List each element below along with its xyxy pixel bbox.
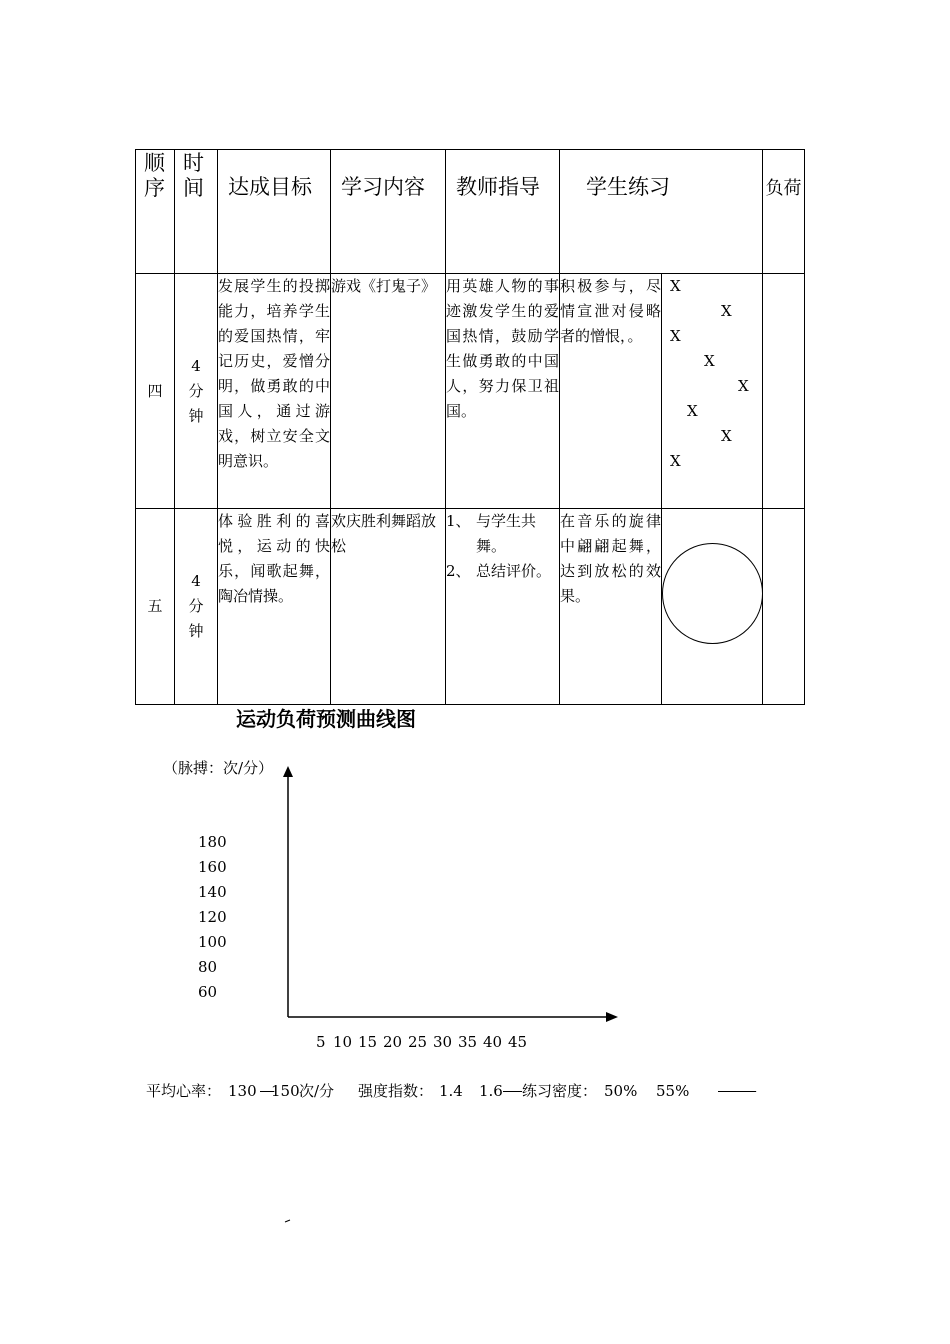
heart-rate-high: 150 — [271, 1082, 300, 1100]
density-label: 练习密度： — [522, 1082, 598, 1100]
formation-mark: X — [670, 327, 681, 345]
header-order: 顺序 — [136, 150, 175, 274]
density-high: 55% — [656, 1082, 690, 1100]
row-order: 四 — [136, 274, 175, 509]
header-student: 学生练习 — [560, 150, 763, 274]
formation-mark: X — [704, 352, 715, 370]
heart-rate-unit: 次/分 — [299, 1082, 335, 1100]
row-goal: 发展学生的投掷能力，培养学生的爱国热情，牢记历史，爱憎分明，做勇敢的中国人，通过游戏，树立安全文明意识。 — [218, 274, 331, 509]
header-content: 学习内容 — [331, 150, 446, 274]
y-axis-arrow — [283, 766, 293, 777]
list-number: 2、 — [446, 562, 471, 580]
x-tick-label: 35 — [458, 1033, 478, 1051]
row-goal: 体验胜利的喜悦，运动的快乐，闻歌起舞，陶冶情操。 — [218, 509, 331, 705]
y-tick-label: 80 — [198, 958, 218, 976]
formation-mark: X — [687, 402, 698, 420]
formation-mark: X — [721, 427, 732, 445]
stray-mark — [284, 1218, 292, 1224]
y-tick-label: 60 — [198, 983, 218, 1001]
y-axis-label: （脉搏：次/分） — [163, 759, 274, 777]
list-text: 总结评价。 — [476, 562, 552, 580]
x-tick-label: 15 — [358, 1033, 378, 1051]
density-low: 50% — [604, 1082, 638, 1100]
y-tick-label: 160 — [198, 858, 227, 876]
header-time: 时间 — [175, 150, 218, 274]
row-teacher: 用英雄人物的事迹激发学生的爱国热情，鼓励学生做勇敢的中国人，努力保卫祖国。 — [446, 274, 560, 509]
formation-mark: X — [738, 377, 749, 395]
row-order: 五 — [136, 509, 175, 705]
row-student: 在音乐的旋律中翩翩起舞，达到放松的效果。 — [560, 509, 662, 705]
list-number: 1、 — [446, 512, 471, 530]
heart-rate-label: 平均心率： — [146, 1082, 222, 1100]
x-tick-label: 30 — [433, 1033, 453, 1051]
heart-rate-low: 130 — [228, 1082, 257, 1100]
x-tick-label: 25 — [408, 1033, 428, 1051]
row-student: 积极参与，尽情宣泄对侵略者的憎恨，。 — [560, 274, 662, 509]
row-content: 游戏《打鬼子》 — [331, 274, 446, 509]
density-dash — [718, 1081, 756, 1101]
y-tick-label: 120 — [198, 908, 227, 926]
row-content: 欢庆胜利舞蹈放松 — [331, 509, 446, 705]
formation-mark: X — [670, 452, 681, 470]
intensity-dash — [503, 1081, 522, 1101]
intensity-high: 1.6 — [479, 1082, 503, 1100]
x-tick-label: 40 — [483, 1033, 503, 1051]
x-tick-label: 10 — [333, 1033, 353, 1051]
x-tick-label: 20 — [383, 1033, 403, 1051]
y-tick-label: 180 — [198, 833, 227, 851]
header-teacher: 教师指导 — [446, 150, 560, 274]
list-text: 与学生共舞。 — [476, 512, 537, 555]
y-tick-label: 100 — [198, 933, 227, 951]
header-load: 负荷 — [763, 150, 805, 274]
header-goal: 达成目标 — [218, 150, 331, 274]
formation-mark: X — [721, 302, 732, 320]
y-tick-label: 140 — [198, 883, 227, 901]
row-time: 4分钟 — [175, 509, 218, 705]
chart-title: 运动负荷预测曲线图 — [236, 707, 416, 731]
row-time: 4分钟 — [175, 274, 218, 509]
formation-mark: X — [670, 277, 681, 295]
x-tick-label: 5 — [316, 1033, 326, 1051]
x-axis-arrow — [606, 1012, 618, 1022]
intensity-low: 1.4 — [439, 1082, 463, 1100]
x-tick-label: 45 — [508, 1033, 528, 1051]
intensity-label: 强度指数： — [358, 1082, 434, 1100]
